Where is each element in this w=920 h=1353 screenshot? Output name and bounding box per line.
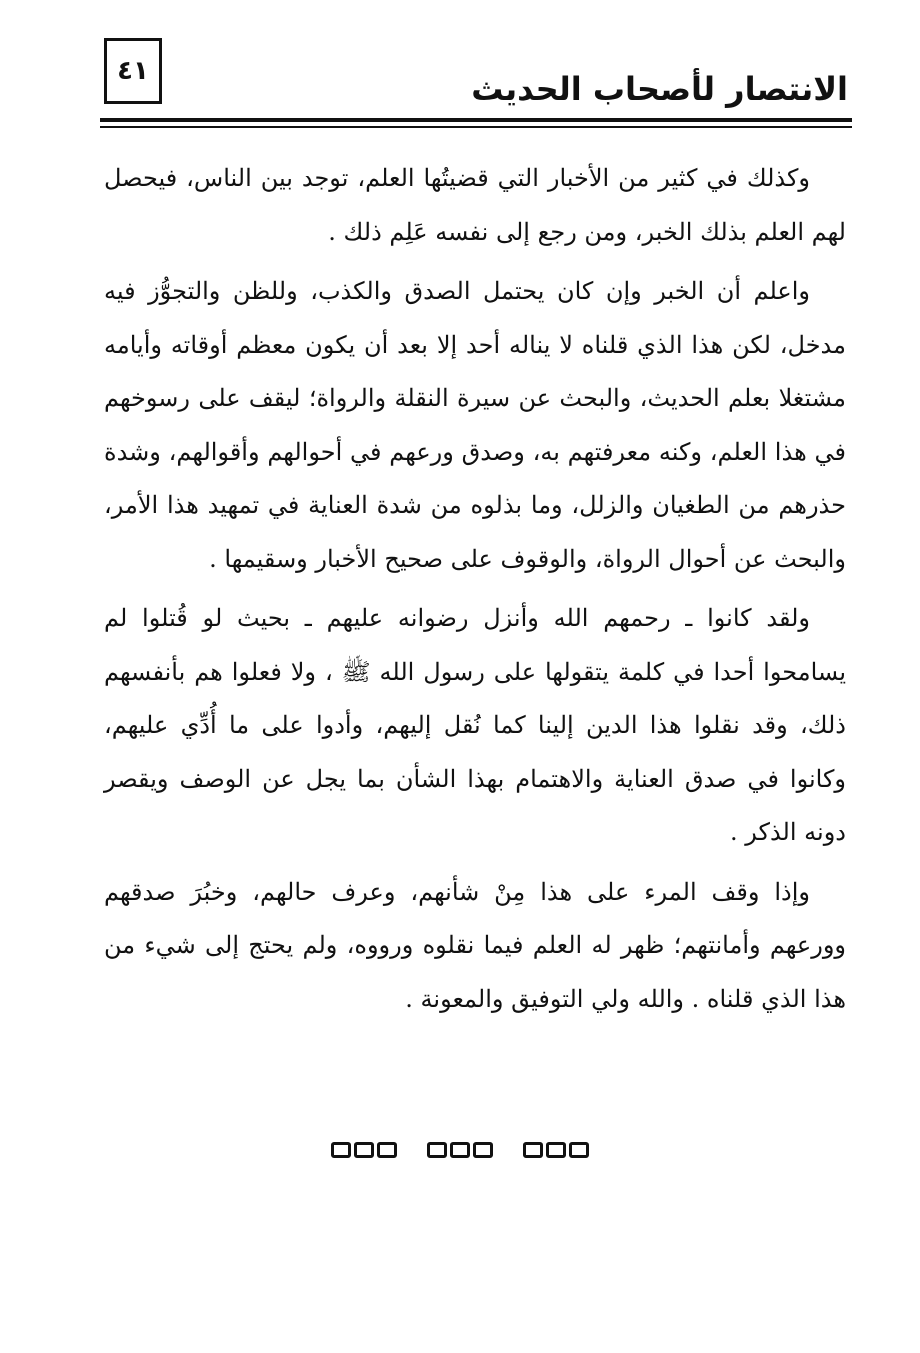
ornament-group [331,1142,397,1158]
body-text [104,152,846,1032]
page-number-box [104,38,162,104]
header-rule-thin [100,126,852,128]
ornament-square-icon [331,1142,351,1158]
ornament-square-icon [377,1142,397,1158]
ornament-group [523,1142,589,1158]
ornament-square-icon [427,1142,447,1158]
ornament-square-icon [546,1142,566,1158]
paragraph-1: وكذلك في كثير من الأخبار التي قضيتُها العلم، توجد بين الناس، فيحصل لهم العلم بذلك الخبر، ومن رجع إلى نفسه عَلِم ذلك . [104,164,846,246]
paragraph-2: واعلم أن الخبر وإن كان يحتمل الصدق والكذب، وللظن والتجوُّز فيه مدخل، لكن هذا الذي قلناه لا يناله أحد إلا بعد أن يكون معظم أوقاته وأيامه مشتغلا بعلم الحديث، والبحث عن سيرة النقلة والرواة؛ ليقف على رسوخهم في هذا العلم، وكنه معرفتهم به، وصدق ورعهم في أحوالهم وأقوالهم، وشدة حذرهم من الطغيان والزلل، وما بذلوه من شدة العناية في تمهيد هذا الأمر، والبحث عن أحوال الرواة، والوقوف على صحيح الأخبار وسقيمها . [104,277,846,573]
ornament-group [427,1142,493,1158]
ornament-square-icon [450,1142,470,1158]
header-rule-thick [100,118,852,122]
paragraph-3: ولقد كانوا ـ رحمهم الله وأنزل رضوانه عليهم ـ بحيث لو قُتلوا لم يسامحوا أحدا في كلمة يتقولها على رسول الله ﷺ ، ولا فعلوا هم بأنفسهم ذلك، وقد نقلوا هذا الدين إلينا كما نُقل إليهم، وأدوا على ما أُدِّي عليهم، وكانوا في صدق العناية والاهتمام بهذا الشأن بما يجل عن الوصف ويقصر دونه الذكر . [104,604,846,846]
ornament-square-icon [523,1142,543,1158]
ornament-square-icon [473,1142,493,1158]
ornament-square-icon [354,1142,374,1158]
book-title: الانتصار لأصحاب الحديث [471,70,848,108]
section-end-ornament [0,1142,920,1158]
paragraph-4: وإذا وقف المرء على هذا مِنْ شأنهم، وعرف حالهم، وخبُرَ صدقهم وورعهم وأمانتهم؛ ظهر له العلم فيما نقلوه ورووه، ولم يحتج إلى شيء من هذا الذي قلناه . والله ولي التوفيق والمعونة . [104,877,846,1013]
page-header [100,34,852,128]
page-number: ٤١ [117,56,149,86]
ornament-square-icon [569,1142,589,1158]
